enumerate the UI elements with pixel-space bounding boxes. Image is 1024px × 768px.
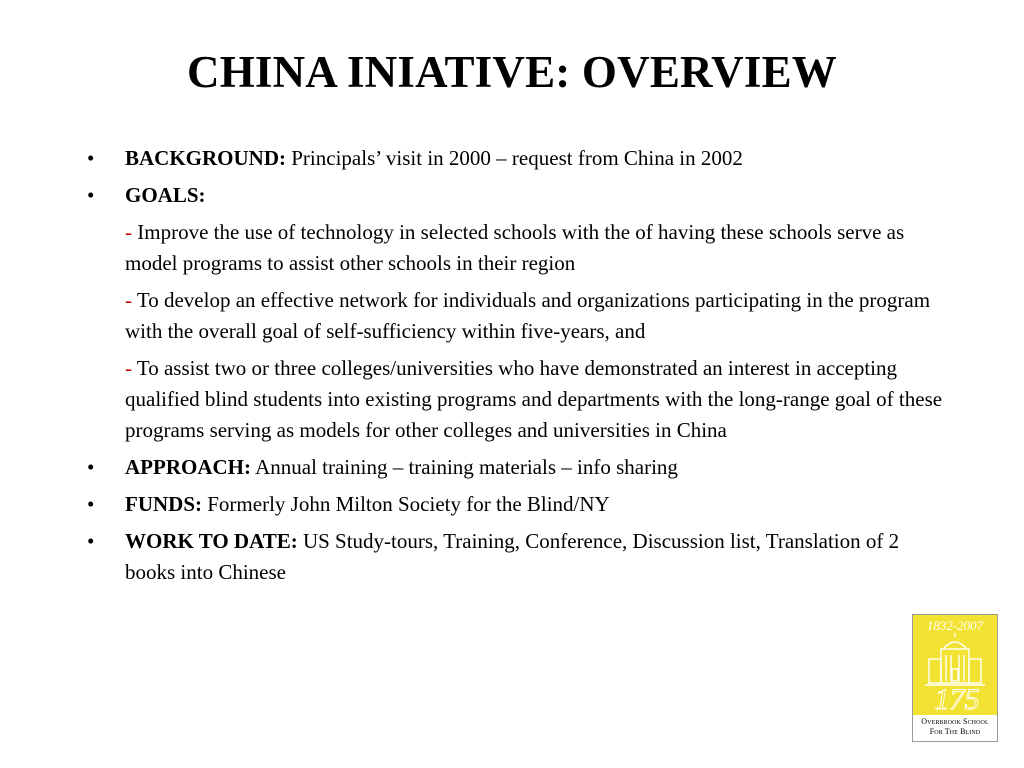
logo-caption (913, 717, 997, 737)
dash-marker: - (125, 220, 132, 244)
bullet-marker: • (87, 529, 95, 553)
approach-label: APPROACH: (125, 455, 251, 479)
funds-label: FUNDS: (125, 492, 202, 516)
bullet-background (85, 143, 945, 174)
funds-text: Formerly John Milton Society for the Blind/NY (207, 492, 610, 516)
approach-text: Annual training – training materials – info sharing (255, 455, 678, 479)
logo-line-2: For The Blind (929, 727, 981, 736)
slide-title: CHINA INIATIVE: OVERVIEW (187, 47, 837, 97)
bullet-marker: • (87, 146, 95, 170)
school-logo (912, 614, 998, 742)
background-text: Principals’ visit in 2000 – request from China in 2002 (291, 146, 743, 170)
goal-text: To assist two or three colleges/universities who have demonstrated an interest in accepting qualified blind students into existing programs and departments with the long-range goal of these programs serving as models for other colleges and universities in China (125, 356, 943, 442)
bullet-marker: • (87, 492, 95, 516)
goal-text: To develop an effective network for individuals and organizations participating in the program with the overall goal of self-sufficiency within five-years, and (125, 288, 931, 343)
work-to-date-label: WORK TO DATE: (125, 529, 298, 553)
goal-text: Improve the use of technology in selected schools with the of having these schools serve as model programs to assist other schools in their region (125, 220, 905, 275)
goals-label: GOALS: (125, 183, 206, 207)
bullet-funds (85, 489, 945, 520)
slide-content (85, 143, 945, 594)
goal-item (85, 353, 945, 446)
bullet-approach (85, 452, 945, 483)
logo-artwork (913, 615, 997, 715)
bullet-marker: • (87, 455, 95, 479)
goal-item (85, 285, 945, 347)
logo-anniversary: 175 (934, 683, 980, 715)
bullet-goals (85, 180, 945, 211)
goal-item (85, 217, 945, 279)
work-to-date-text: US Study-tours, Training, Conference, Discussion list, Translation of 2 books into Chinese (125, 529, 900, 584)
dash-marker: - (125, 356, 132, 380)
bullet-work-to-date (85, 526, 945, 588)
bullet-marker: • (87, 183, 95, 207)
background-label: BACKGROUND: (125, 146, 286, 170)
logo-years: 1832-2007 (926, 618, 984, 633)
logo-line-1: Overbrook School (921, 717, 989, 726)
dash-marker: - (125, 288, 132, 312)
